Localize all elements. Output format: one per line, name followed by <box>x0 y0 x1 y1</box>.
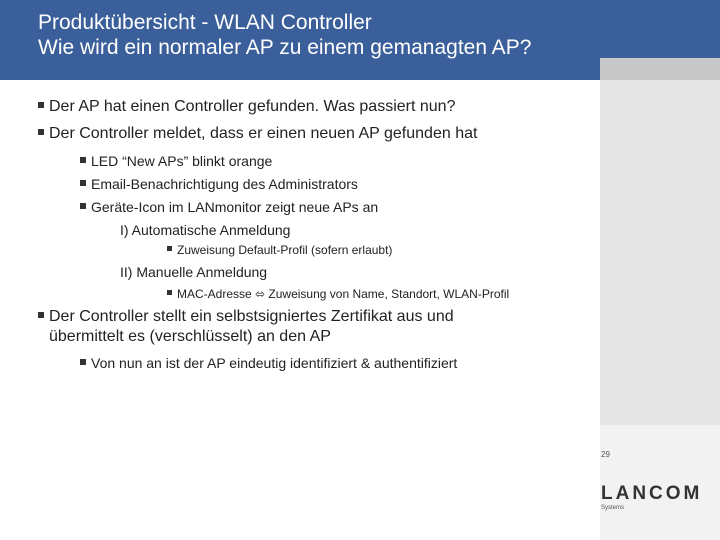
bullet-3-line-1: Der Controller stellt ein selbstsigniertes Zertifikat aus und <box>49 308 454 325</box>
side-panel-header-block <box>600 58 720 80</box>
square-bullet-icon <box>38 102 44 108</box>
step-2-detail <box>167 286 509 302</box>
sub-bullet-2-1-text: LED “New APs” blinkt orange <box>91 153 273 169</box>
sub-bullet-2-1 <box>80 152 272 170</box>
square-bullet-icon <box>80 180 86 186</box>
page-number: 29 <box>601 450 610 459</box>
sub-bullet-2-3-text: Geräte-Icon im LANmonitor zeigt neue APs an <box>91 199 379 215</box>
step-1-detail-text: Zuweisung Default-Profil (sofern erlaubt) <box>177 243 393 257</box>
lancom-logo <box>601 484 702 511</box>
sub-bullet-3-1 <box>80 354 457 372</box>
sub-bullet-3-1-text: Von nun an ist der AP eindeutig identifiziert & authentifiziert <box>91 355 458 371</box>
bullet-2 <box>38 124 477 144</box>
square-bullet-icon <box>38 312 44 318</box>
title-line-1: Produktübersicht - WLAN Controller <box>38 11 372 34</box>
step-2-detail-text: MAC-Adresse ⬄ Zuweisung von Name, Standort, WLAN-Profil <box>177 287 510 301</box>
sub-bullet-2-2 <box>80 175 358 193</box>
square-bullet-icon <box>80 359 86 365</box>
square-bullet-icon <box>167 290 172 295</box>
title-line-2: Wie wird ein normaler AP zu einem gemanagten AP? <box>38 36 532 59</box>
logo-wordmark: LANCOM <box>601 483 703 504</box>
bullet-1-text: Der AP hat einen Controller gefunden. Was passiert nun? <box>49 98 456 115</box>
logo-subtitle: Systems <box>601 505 625 511</box>
square-bullet-icon <box>167 246 172 251</box>
sub-bullet-2-2-text: Email-Benachrichtigung des Administrators <box>91 176 358 192</box>
sub-bullet-2-3 <box>80 198 378 216</box>
square-bullet-icon <box>80 157 86 163</box>
slide-title <box>38 10 531 60</box>
bullet-1 <box>38 97 455 117</box>
step-1-heading: I) Automatische Anmeldung <box>120 222 291 238</box>
step-2-heading: II) Manuelle Anmeldung <box>120 264 268 280</box>
bullet-2-text: Der Controller meldet, dass er einen neuen AP gefunden hat <box>49 125 478 142</box>
step-1-detail <box>167 242 392 258</box>
square-bullet-icon <box>38 129 44 135</box>
square-bullet-icon <box>80 203 86 209</box>
bullet-3 <box>38 307 454 347</box>
side-panel <box>600 58 720 540</box>
bullet-3-line-2: übermittelt es (verschlüsselt) an den AP <box>49 328 331 345</box>
